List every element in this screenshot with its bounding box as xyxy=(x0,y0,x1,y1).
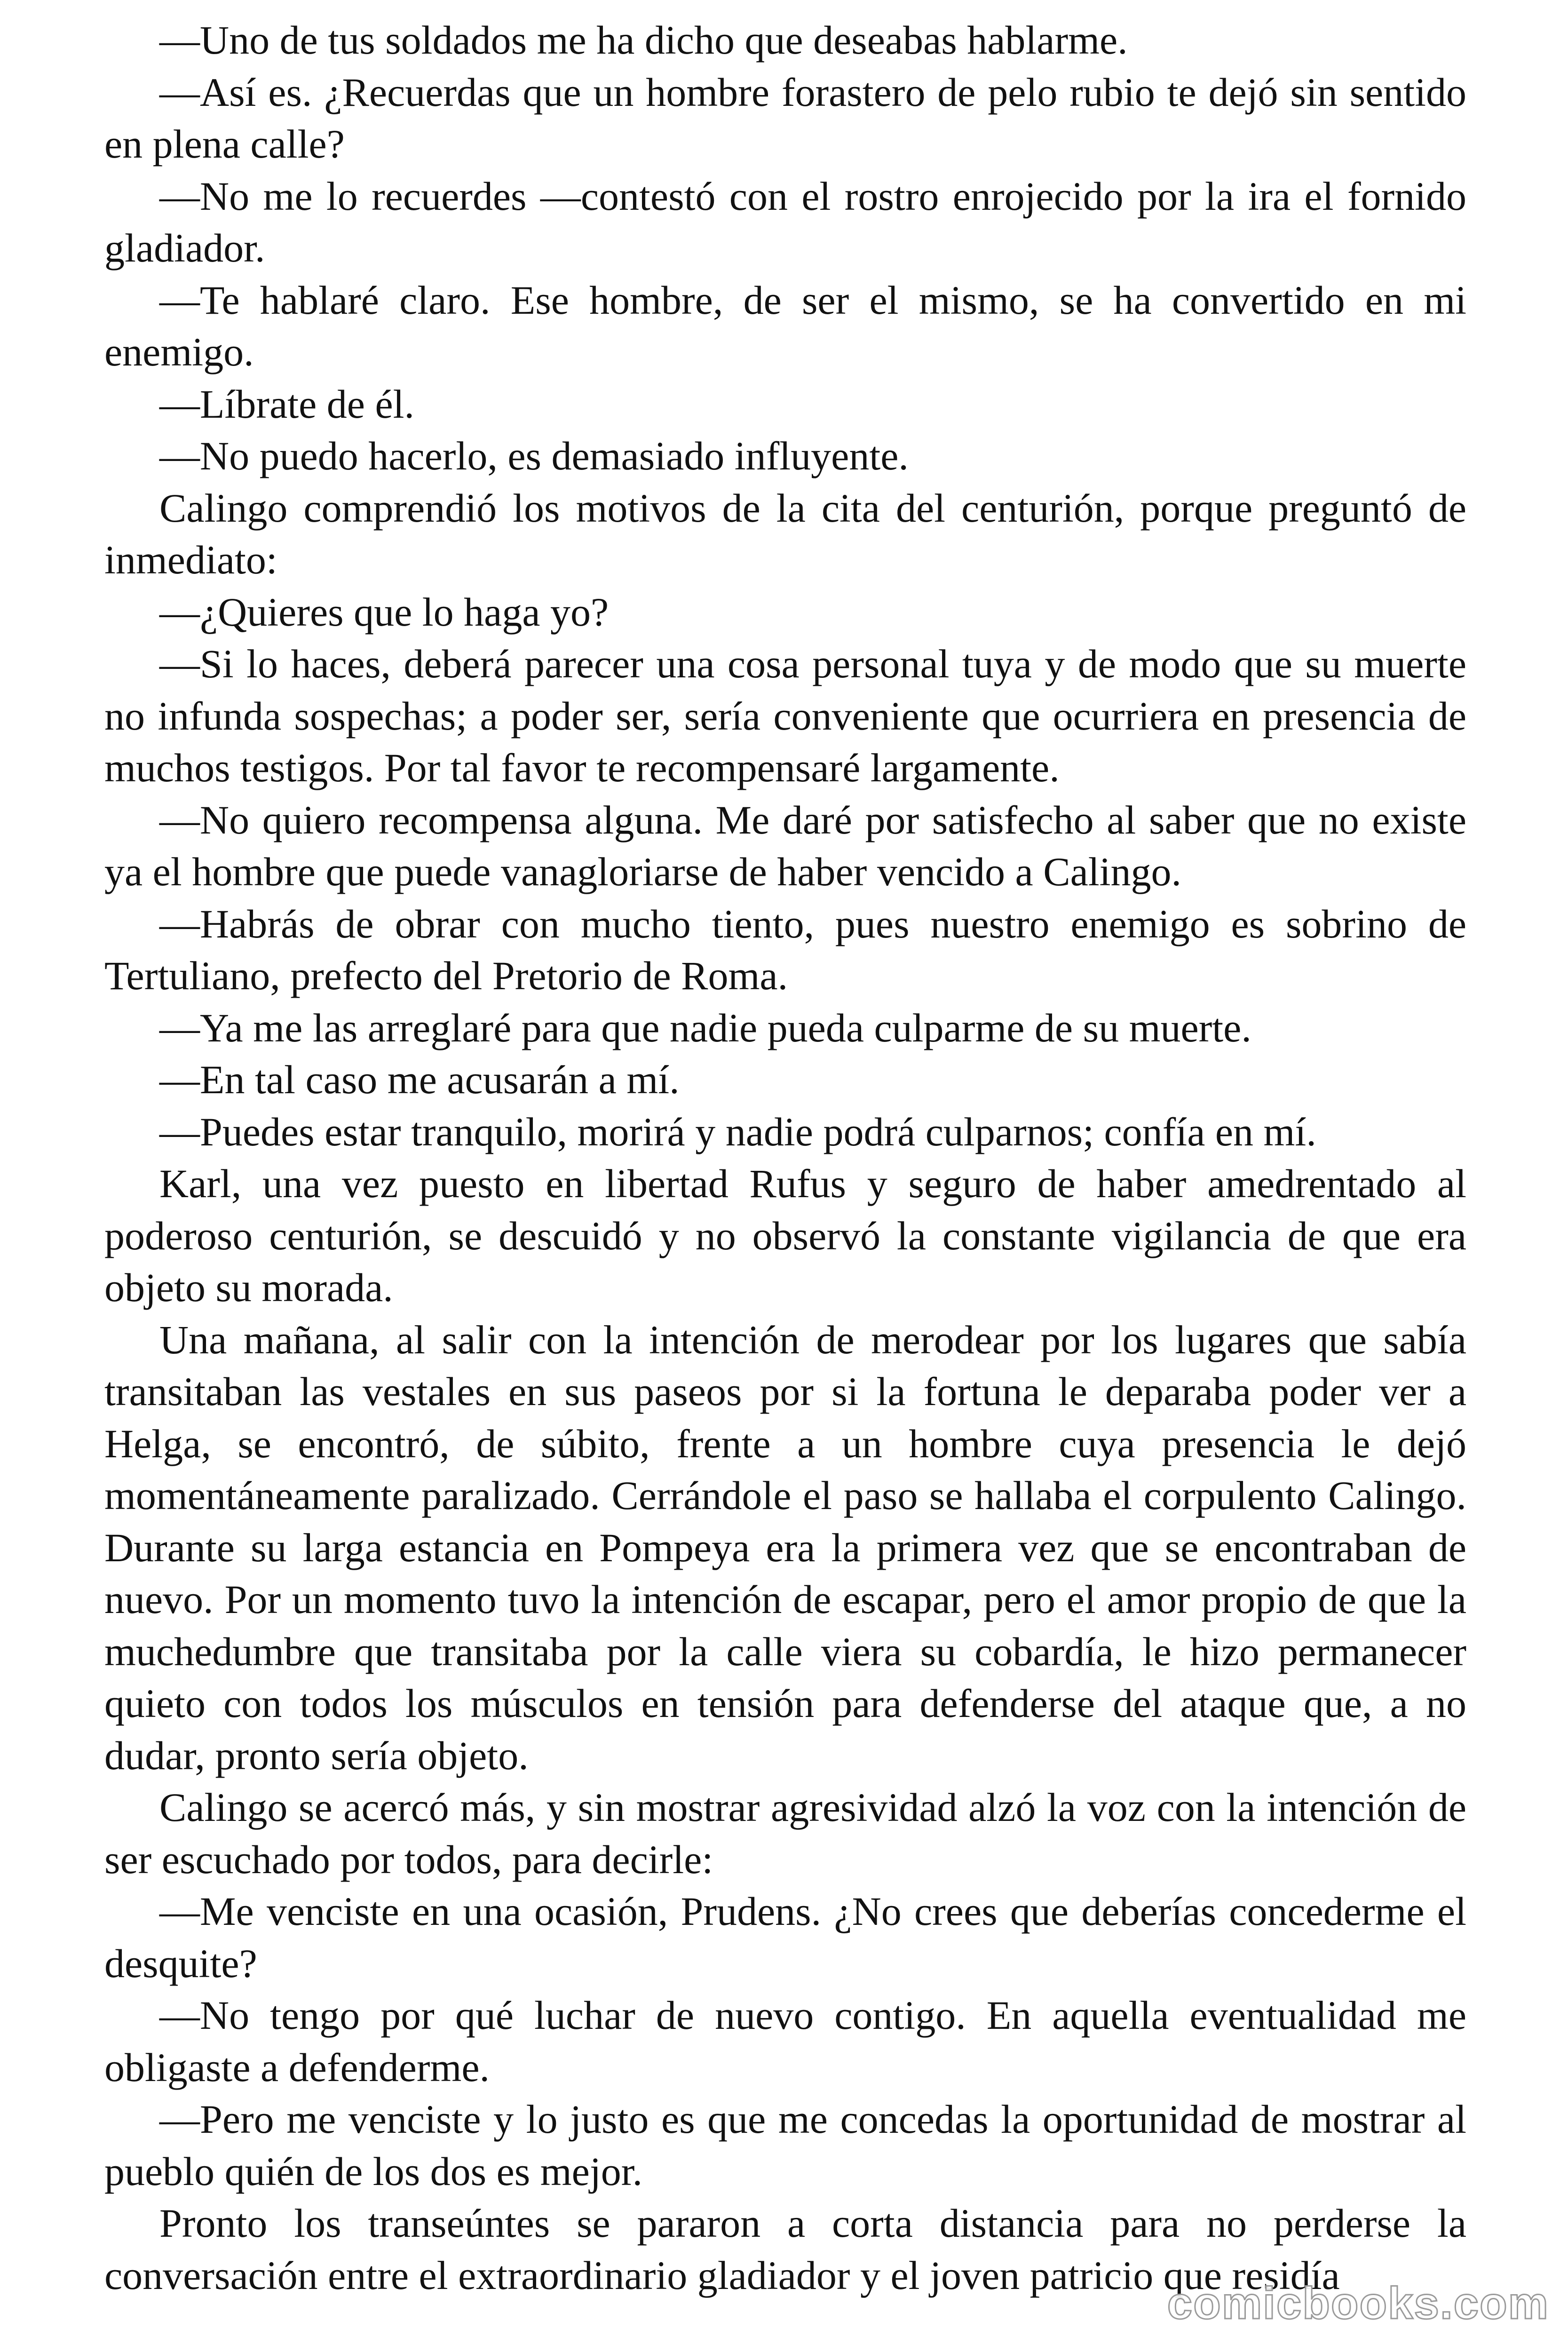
paragraph: —Así es. ¿Recuerdas que un hombre forastero de pelo rubio te dejó sin sentido en plena calle? xyxy=(104,69,1466,167)
paragraph: —Ya me las arreglaré para que nadie pueda culparme de su muerte. xyxy=(159,1005,1251,1050)
paragraph: Pronto los transeúntes se pararon a corta distancia para no perderse la conversación entre el extraordinario gladiador y el joven patricio que residía xyxy=(104,2201,1466,2298)
paragraph: —Habrás de obrar con mucho tiento, pues nuestro enemigo es sobrino de Tertuliano, prefecto del Pretorio de Roma. xyxy=(104,901,1466,998)
paragraph: Calingo se acercó más, y sin mostrar agresividad alzó la voz con la intención de ser escuchado por todos, para decirle: xyxy=(104,1785,1466,1882)
paragraph: —Líbrate de él. xyxy=(159,381,415,427)
paragraph: Calingo comprendió los motivos de la cita del centurión, porque preguntó de inmediato: xyxy=(104,485,1466,582)
document-page xyxy=(104,14,1466,2301)
paragraph: Karl, una vez puesto en libertad Rufus y seguro de haber amedrentado al poderoso centurión, se descuidó y no observó la constante vigilancia de que era objeto su morada. xyxy=(104,1161,1466,1310)
paragraph: —En tal caso me acusarán a mí. xyxy=(159,1057,680,1102)
paragraph: —No me lo recuerdes —contestó con el rostro enrojecido por la ira el fornido gladiador. xyxy=(104,173,1466,270)
paragraph: —Puedes estar tranquilo, morirá y nadie podrá culparnos; confía en mí. xyxy=(159,1109,1316,1154)
paragraph: —Uno de tus soldados me ha dicho que deseabas hablarme. xyxy=(159,17,1128,63)
paragraph: —Me venciste en una ocasión, Prudens. ¿No crees que deberías concederme el desquite? xyxy=(104,1889,1466,1986)
paragraph: —No puedo hacerlo, es demasiado influyente. xyxy=(159,433,909,478)
paragraph: —¿Quieres que lo haga yo? xyxy=(159,589,609,635)
paragraph: —Te hablaré claro. Ese hombre, de ser el mismo, se ha convertido en mi enemigo. xyxy=(104,277,1466,374)
paragraph: —Si lo haces, deberá parecer una cosa personal tuya y de modo que su muerte no infunda sospechas; a poder ser, sería conveniente que ocurriera en presencia de muchos testigos. Por tal favor te recompensaré largamente. xyxy=(104,641,1466,790)
watermark: comicbooks.com xyxy=(1167,2278,1549,2328)
paragraph: —Pero me venciste y lo justo es que me concedas la oportunidad de mostrar al pueblo quién de los dos es mejor. xyxy=(104,2097,1466,2194)
paragraph: —No tengo por qué luchar de nuevo contigo. En aquella eventualidad me obligaste a defenderme. xyxy=(104,1993,1466,2090)
paragraph: Una mañana, al salir con la intención de merodear por los lugares que sabía transitaban las vestales en sus paseos por si la fortuna le deparaba poder ver a Helga, se encontró, de súbito, frente a un hombre cuya presencia le dejó momentáneamente paralizado. Cerrándole el paso se hallaba el corpulento Calingo. Durante su larga estancia en Pompeya era la primera vez que se encontraban de nuevo. Por un momento tuvo la intención de escapar, pero el amor propio de que la muchedumbre que transitaba por la calle viera su cobardía, le hizo permanecer quieto con todos los músculos en tensión para defenderse del ataque que, a no dudar, pronto sería objeto. xyxy=(104,1317,1466,1778)
paragraph: —No quiero recompensa alguna. Me daré por satisfecho al saber que no existe ya el hombre que puede vanagloriarse de haber vencido a Calingo. xyxy=(104,797,1466,894)
